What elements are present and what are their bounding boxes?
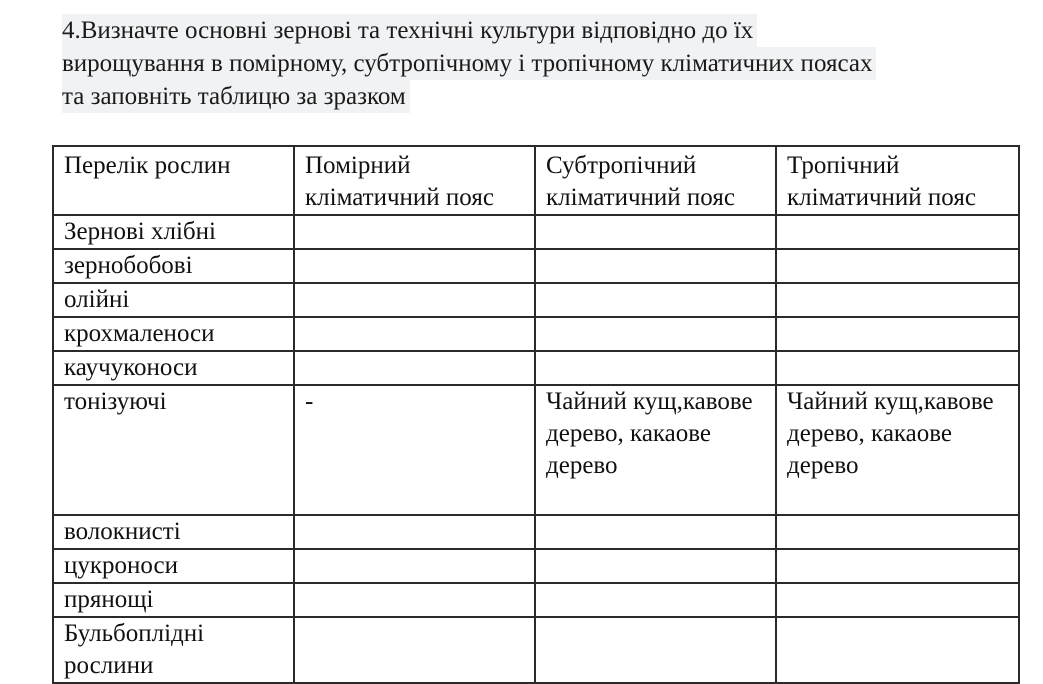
table-row: [53, 317, 1019, 351]
row-name: волокнисті: [53, 515, 294, 549]
task-line-1: 4.Визначте основні зернові та технічні культури відповідно до їх: [62, 14, 757, 47]
table-row: [53, 515, 1019, 549]
cell-subtropical: [535, 283, 776, 317]
cell-subtropical: [535, 317, 776, 351]
cell-tropical: [776, 283, 1019, 317]
header-tropical: Тропічний кліматичний пояс: [776, 146, 1019, 215]
cell-temperate: [294, 249, 535, 283]
row-name: тонізуючі: [53, 385, 294, 515]
cell-tropical: [776, 249, 1019, 283]
table-row: [53, 549, 1019, 583]
cell-temperate: [294, 617, 535, 683]
row-name: зернобобові: [53, 249, 294, 283]
task-line-2: вирощування в помірному, субтропічному і тропічному кліматичних поясах: [62, 47, 876, 80]
task-line-3: та заповніть таблицю за зразком: [62, 80, 410, 113]
cell-tropical: [776, 351, 1019, 385]
table-row: [53, 617, 1019, 683]
row-name: каучуконоси: [53, 351, 294, 385]
cell-subtropical: [535, 515, 776, 549]
task-text: [62, 14, 1002, 113]
cell-tropical: Чайний кущ,кавове дерево, какаове дерево: [776, 385, 1019, 515]
table-row: [53, 215, 1019, 249]
header-temperate: Помірний кліматичний пояс: [294, 146, 535, 215]
row-name: прянощі: [53, 583, 294, 617]
row-name: цукроноси: [53, 549, 294, 583]
crops-table: [52, 145, 1020, 684]
table-row: [53, 283, 1019, 317]
row-name: крохмаленоси: [53, 317, 294, 351]
cell-temperate: [294, 549, 535, 583]
row-name: Зернові хлібні: [53, 215, 294, 249]
table-row: [53, 583, 1019, 617]
header-subtropical: Субтропічний кліматичний пояс: [535, 146, 776, 215]
cell-tropical: [776, 583, 1019, 617]
cell-tropical: [776, 215, 1019, 249]
cell-tropical: [776, 617, 1019, 683]
cell-subtropical: [535, 351, 776, 385]
cell-tropical: [776, 317, 1019, 351]
cell-temperate: [294, 283, 535, 317]
cell-tropical: [776, 549, 1019, 583]
table-row: [53, 249, 1019, 283]
cell-temperate: [294, 317, 535, 351]
row-name: Бульбоплідні рослини: [53, 617, 294, 683]
table-row: [53, 385, 1019, 515]
cell-subtropical: [535, 583, 776, 617]
cell-tropical: [776, 515, 1019, 549]
cell-temperate: [294, 215, 535, 249]
header-plant-list: Перелік рослин: [53, 146, 294, 215]
cell-temperate: -: [294, 385, 535, 515]
row-name: олійні: [53, 283, 294, 317]
cell-subtropical: [535, 249, 776, 283]
cell-subtropical: [535, 549, 776, 583]
cell-subtropical: [535, 617, 776, 683]
cell-subtropical: Чайний кущ,кавове дерево, какаове дерево: [535, 385, 776, 515]
table-row: [53, 351, 1019, 385]
table-header-row: [53, 146, 1019, 215]
cell-temperate: [294, 515, 535, 549]
cell-temperate: [294, 351, 535, 385]
cell-subtropical: [535, 215, 776, 249]
cell-temperate: [294, 583, 535, 617]
